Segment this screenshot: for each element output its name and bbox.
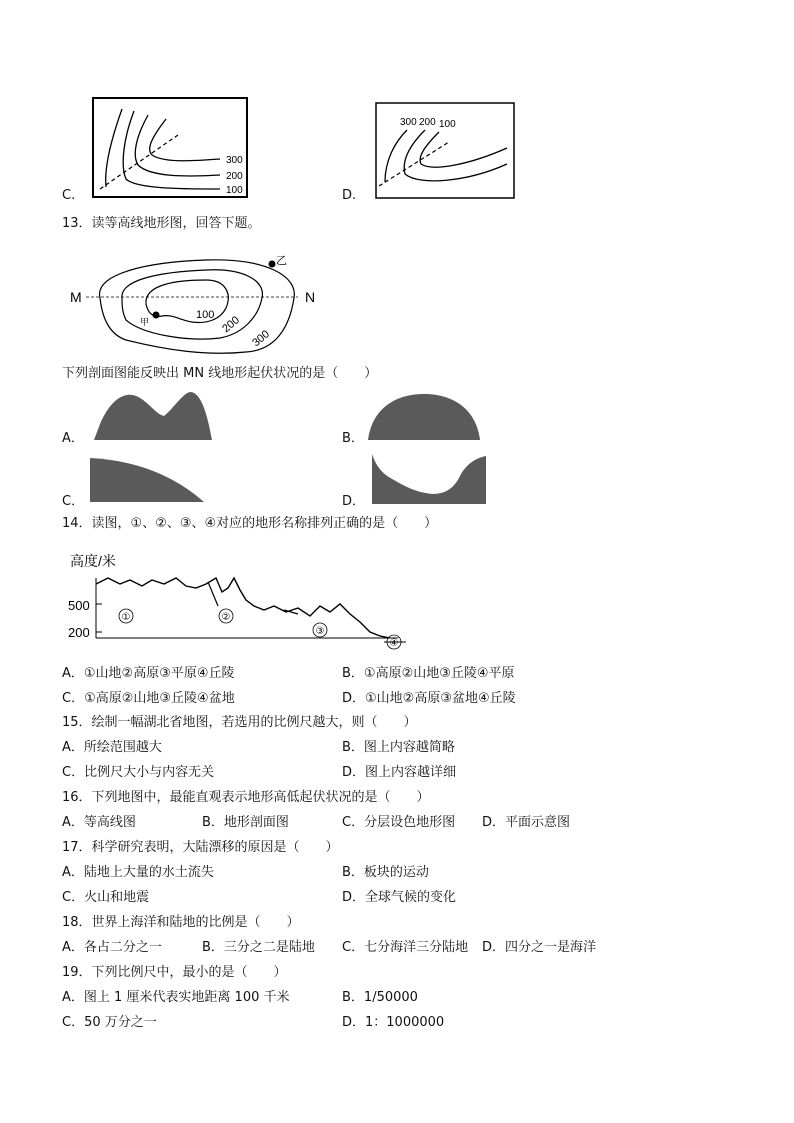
contour-c-100: 100 xyxy=(226,185,243,196)
contour-200: 200 xyxy=(220,314,242,336)
q13-option-a: A． xyxy=(62,431,84,446)
q17-option-b: B．板块的运动 xyxy=(342,865,429,880)
q16-stem: 16．下列地图中，最能直观表示地形高低起伏状况的是（ ） xyxy=(62,790,430,805)
q19-option-b: B．1/50000 xyxy=(342,990,418,1005)
q19-stem: 19．下列比例尺中，最小的是（ ） xyxy=(62,965,287,980)
profile-d xyxy=(372,454,486,504)
q14-option-d: D．①山地②高原③盆地④丘陵 xyxy=(342,691,516,706)
contour-d-300: 300 xyxy=(400,117,417,128)
q14-option-b: B．①高原②山地③丘陵④平原 xyxy=(342,666,515,681)
marker-2: ② xyxy=(221,612,231,623)
q14-tick-200: 200 xyxy=(68,625,90,640)
contour-100: 100 xyxy=(196,309,215,321)
q13-option-b: B． xyxy=(342,431,364,446)
q19-option-a: A．图上 1 厘米代表实地距离 100 千米 xyxy=(62,990,290,1005)
q14-terrain-profile xyxy=(68,548,413,656)
option-d-label: D. xyxy=(342,188,357,203)
q19-option-c: C．50 万分之一 xyxy=(62,1015,157,1030)
option-c-label: C. xyxy=(62,188,76,203)
q13-option-c: C． xyxy=(62,494,85,509)
q13-contour-map xyxy=(66,254,336,358)
q18-option-c: C．七分海洋三分陆地 xyxy=(342,940,469,955)
q13-question: 下列剖面图能反映出 MN 线地形起伏状况的是（ ） xyxy=(62,366,378,381)
q15-stem: 15．绘制一幅湖北省地图，若选用的比例尺越大，则（ ） xyxy=(62,715,417,730)
q16-option-b: B．地形剖面图 xyxy=(202,815,289,830)
profile-c xyxy=(90,458,204,502)
marker-4: ④ xyxy=(389,638,399,649)
q14-tick-500: 500 xyxy=(68,598,90,613)
contour-c-200: 200 xyxy=(226,171,243,182)
q15-option-d: D．图上内容越详细 xyxy=(342,765,457,780)
profile-b xyxy=(368,394,480,440)
contour-map-c xyxy=(92,97,248,199)
q16-option-c: C．分层设色地形图 xyxy=(342,815,456,830)
q14-ylabel: 高度/米 xyxy=(70,553,116,569)
q18-option-b: B．三分之二是陆地 xyxy=(202,940,315,955)
q13-stem: 13．读等高线地形图，回答下题。 xyxy=(62,216,261,231)
point-n: N xyxy=(305,289,316,305)
q17-option-d: D．全球气候的变化 xyxy=(342,890,457,905)
q18-option-a: A．各占二分之一 xyxy=(62,940,162,955)
contour-d-200: 200 xyxy=(419,117,436,128)
q17-option-a: A．陆地上大量的水土流失 xyxy=(62,865,214,880)
q13-option-d: D． xyxy=(342,494,366,509)
profile-a xyxy=(94,388,212,440)
point-jia: 甲 xyxy=(140,317,150,327)
contour-map-d xyxy=(375,102,515,200)
q15-option-b: B．图上内容越简略 xyxy=(342,740,455,755)
point-m: M xyxy=(70,289,82,305)
contour-300: 300 xyxy=(250,328,272,350)
q17-option-c: C．火山和地震 xyxy=(62,890,150,905)
q18-option-d: D．四分之一是海洋 xyxy=(482,940,597,955)
q14-option-a: A．①山地②高原③平原④丘陵 xyxy=(62,666,235,681)
q15-option-a: A．所绘范围越大 xyxy=(62,740,162,755)
contour-d-100: 100 xyxy=(439,119,456,130)
marker-3: ③ xyxy=(315,626,325,637)
q19-option-d: D．1：1000000 xyxy=(342,1015,445,1030)
q16-option-d: D．平面示意图 xyxy=(482,815,571,830)
q16-option-a: A．等高线图 xyxy=(62,815,136,830)
marker-1: ① xyxy=(121,612,131,623)
q14-stem: 14．读图，①、②、③、④对应的地形名称排列正确的是（ ） xyxy=(62,516,438,531)
q17-stem: 17．科学研究表明，大陆漂移的原因是（ ） xyxy=(62,840,339,855)
contour-c-300: 300 xyxy=(226,155,243,166)
q18-stem: 18．世界上海洋和陆地的比例是（ ） xyxy=(62,915,300,930)
q14-option-c: C．①高原②山地③丘陵④盆地 xyxy=(62,691,235,706)
point-yi: 乙 xyxy=(276,255,287,267)
q15-option-c: C．比例尺大小与内容无关 xyxy=(62,765,215,780)
